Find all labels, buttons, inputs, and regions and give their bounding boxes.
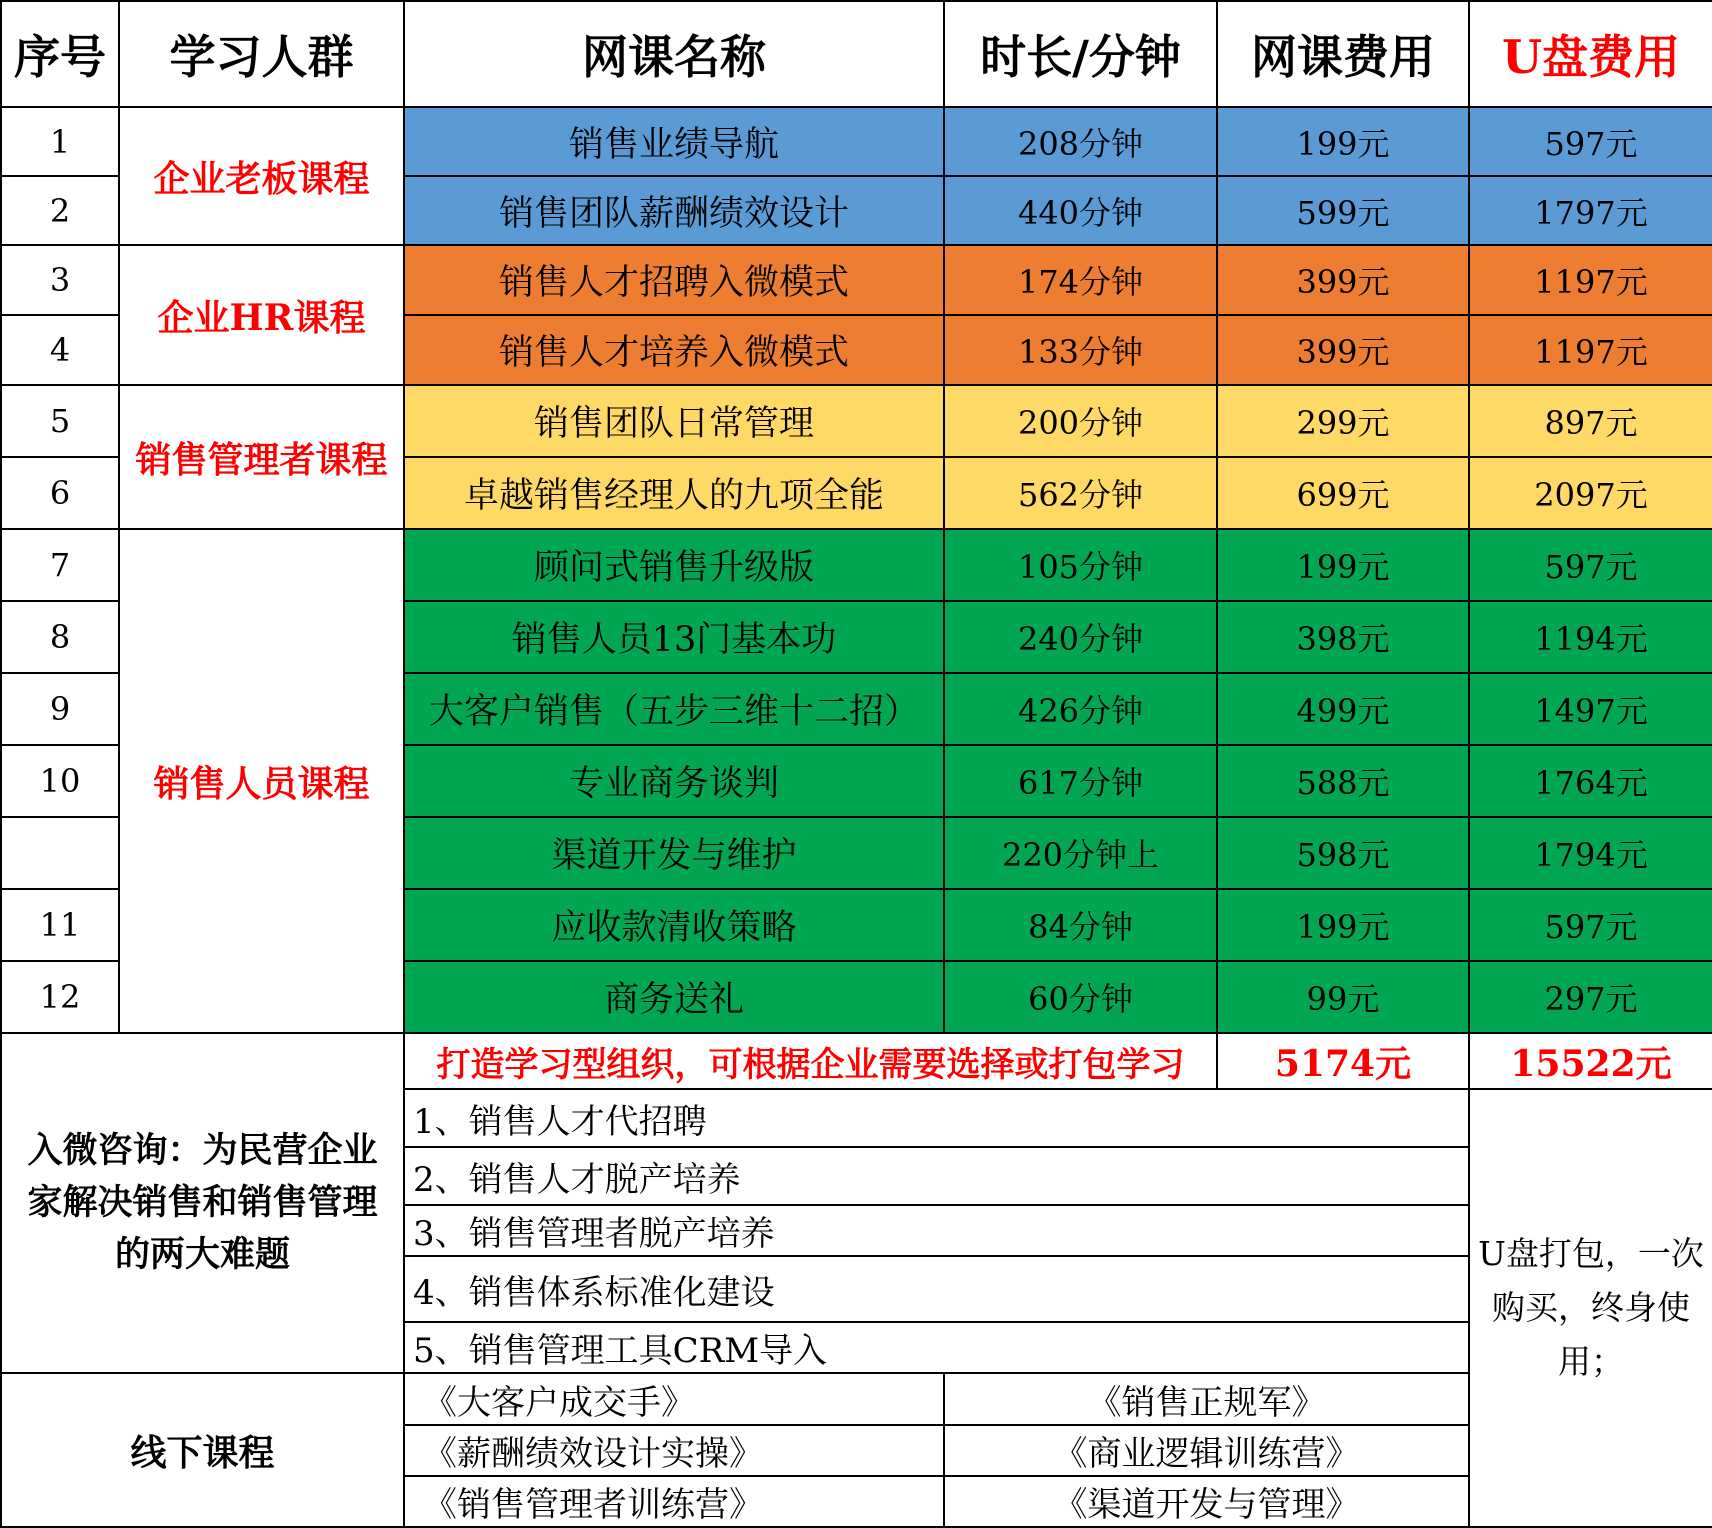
course-duration: 220分钟上 bbox=[944, 817, 1217, 889]
row-number: 12 bbox=[1, 961, 119, 1033]
header-course: 网课名称 bbox=[404, 1, 944, 107]
consulting-item: 4、销售体系标准化建设 bbox=[404, 1256, 1469, 1322]
course-name: 顾问式销售升级版 bbox=[404, 529, 944, 601]
consulting-item: 5、销售管理工具CRM导入 bbox=[404, 1322, 1469, 1373]
course-duration: 440分钟 bbox=[944, 176, 1217, 245]
header-index: 序号 bbox=[1, 1, 119, 107]
course-usb-fee: 1794元 bbox=[1469, 817, 1712, 889]
course-usb-fee: 597元 bbox=[1469, 889, 1712, 961]
header-fee: 网课费用 bbox=[1217, 1, 1469, 107]
course-fee: 598元 bbox=[1217, 817, 1469, 889]
course-fee: 499元 bbox=[1217, 673, 1469, 745]
course-usb-fee: 1764元 bbox=[1469, 745, 1712, 817]
row-number bbox=[1, 817, 119, 889]
header-duration: 时长/分钟 bbox=[944, 1, 1217, 107]
course-duration: 617分钟 bbox=[944, 745, 1217, 817]
course-fee: 299元 bbox=[1217, 385, 1469, 457]
course-name: 专业商务谈判 bbox=[404, 745, 944, 817]
course-name: 销售业绩导航 bbox=[404, 107, 944, 176]
course-duration: 562分钟 bbox=[944, 457, 1217, 529]
header-audience: 学习人群 bbox=[119, 1, 404, 107]
offline-course: 《商业逻辑训练营》 bbox=[944, 1425, 1469, 1476]
course-fee: 199元 bbox=[1217, 889, 1469, 961]
consulting-label: 入微咨询：为民营企业家解决销售和销售管理的两大难题 bbox=[1, 1033, 404, 1373]
course-usb-fee: 1197元 bbox=[1469, 245, 1712, 315]
table-row bbox=[1, 529, 1712, 601]
course-fee: 199元 bbox=[1217, 529, 1469, 601]
course-usb-fee: 1497元 bbox=[1469, 673, 1712, 745]
offline-label: 线下课程 bbox=[1, 1373, 404, 1527]
offline-course: 《大客户成交手》 bbox=[404, 1373, 944, 1425]
course-name: 商务送礼 bbox=[404, 961, 944, 1033]
course-name: 销售团队薪酬绩效设计 bbox=[404, 176, 944, 245]
row-number: 9 bbox=[1, 673, 119, 745]
consulting-item: 3、销售管理者脱产培养 bbox=[404, 1205, 1469, 1256]
row-number: 4 bbox=[1, 315, 119, 385]
group-label-sales: 销售人员课程 bbox=[119, 529, 404, 1033]
row-number: 6 bbox=[1, 457, 119, 529]
course-usb-fee: 1194元 bbox=[1469, 601, 1712, 673]
row-number: 8 bbox=[1, 601, 119, 673]
course-name: 销售人才培养入微模式 bbox=[404, 315, 944, 385]
course-duration: 105分钟 bbox=[944, 529, 1217, 601]
course-duration: 208分钟 bbox=[944, 107, 1217, 176]
course-duration: 240分钟 bbox=[944, 601, 1217, 673]
group-label-hr: 企业HR课程 bbox=[119, 245, 404, 385]
course-duration: 174分钟 bbox=[944, 245, 1217, 315]
header-row bbox=[1, 1, 1712, 107]
table-row bbox=[1, 107, 1712, 176]
group-label-boss: 企业老板课程 bbox=[119, 107, 404, 245]
table-row bbox=[1, 385, 1712, 457]
row-number: 11 bbox=[1, 889, 119, 961]
usb-package-note: U盘打包，一次购买，终身使用； bbox=[1469, 1089, 1712, 1527]
course-usb-fee: 1797元 bbox=[1469, 176, 1712, 245]
course-fee: 588元 bbox=[1217, 745, 1469, 817]
consulting-item: 2、销售人才脱产培养 bbox=[404, 1147, 1469, 1205]
consulting-item: 1、销售人才代招聘 bbox=[404, 1089, 1469, 1147]
course-fee: 399元 bbox=[1217, 315, 1469, 385]
total-usb-fee: 15522元 bbox=[1469, 1033, 1712, 1089]
course-fee: 99元 bbox=[1217, 961, 1469, 1033]
course-name: 应收款清收策略 bbox=[404, 889, 944, 961]
course-usb-fee: 597元 bbox=[1469, 529, 1712, 601]
offline-course: 《渠道开发与管理》 bbox=[944, 1476, 1469, 1527]
table-row bbox=[1, 245, 1712, 315]
totals-label: 打造学习型组织，可根据企业需要选择或打包学习 bbox=[404, 1033, 1217, 1089]
row-number: 7 bbox=[1, 529, 119, 601]
row-number: 1 bbox=[1, 107, 119, 176]
course-duration: 426分钟 bbox=[944, 673, 1217, 745]
course-usb-fee: 897元 bbox=[1469, 385, 1712, 457]
course-usb-fee: 1197元 bbox=[1469, 315, 1712, 385]
course-duration: 84分钟 bbox=[944, 889, 1217, 961]
course-fee: 599元 bbox=[1217, 176, 1469, 245]
course-fee: 399元 bbox=[1217, 245, 1469, 315]
course-duration: 200分钟 bbox=[944, 385, 1217, 457]
header-usb-fee: U盘费用 bbox=[1469, 1, 1712, 107]
course-name: 大客户销售（五步三维十二招） bbox=[404, 673, 944, 745]
course-fee: 699元 bbox=[1217, 457, 1469, 529]
group-label-manager: 销售管理者课程 bbox=[119, 385, 404, 529]
course-name: 渠道开发与维护 bbox=[404, 817, 944, 889]
row-number: 5 bbox=[1, 385, 119, 457]
totals-row bbox=[1, 1033, 1712, 1089]
row-number: 10 bbox=[1, 745, 119, 817]
offline-row bbox=[1, 1373, 1712, 1425]
course-fee: 398元 bbox=[1217, 601, 1469, 673]
offline-course: 《销售正规军》 bbox=[944, 1373, 1469, 1425]
total-fee: 5174元 bbox=[1217, 1033, 1469, 1089]
offline-course: 《薪酬绩效设计实操》 bbox=[404, 1425, 944, 1476]
course-fee: 199元 bbox=[1217, 107, 1469, 176]
course-usb-fee: 2097元 bbox=[1469, 457, 1712, 529]
course-name: 销售人员13门基本功 bbox=[404, 601, 944, 673]
course-usb-fee: 597元 bbox=[1469, 107, 1712, 176]
course-duration: 133分钟 bbox=[944, 315, 1217, 385]
course-duration: 60分钟 bbox=[944, 961, 1217, 1033]
row-number: 2 bbox=[1, 176, 119, 245]
course-name: 销售团队日常管理 bbox=[404, 385, 944, 457]
row-number: 3 bbox=[1, 245, 119, 315]
offline-course: 《销售管理者训练营》 bbox=[404, 1476, 944, 1527]
course-name: 卓越销售经理人的九项全能 bbox=[404, 457, 944, 529]
course-name: 销售人才招聘入微模式 bbox=[404, 245, 944, 315]
course-usb-fee: 297元 bbox=[1469, 961, 1712, 1033]
